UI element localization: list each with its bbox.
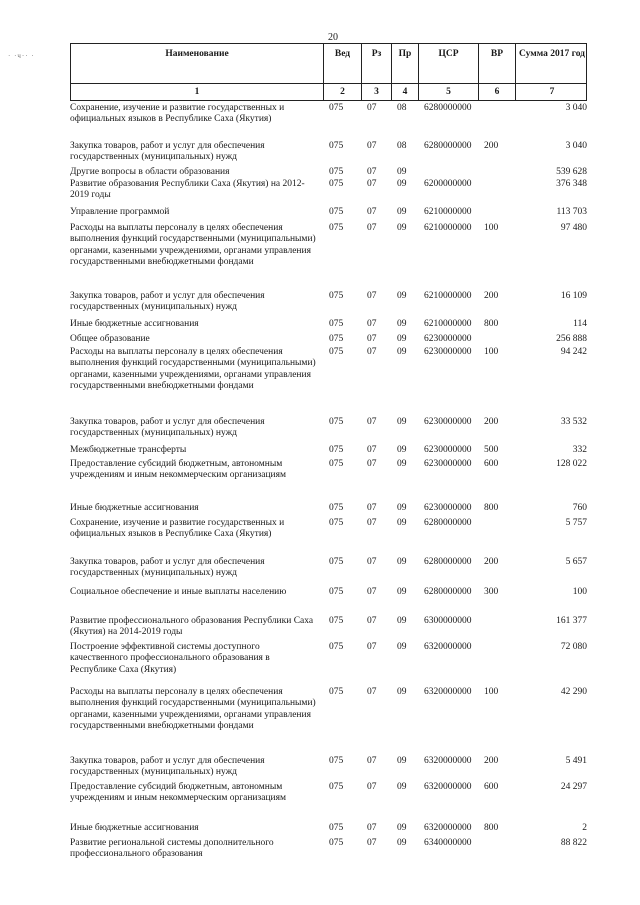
cell-name: Иные бюджетные ассигнования	[70, 319, 199, 329]
cell-csr: 6280000000	[424, 587, 472, 597]
cell-sum: 100	[572, 587, 587, 597]
cell-sum: 94 242	[560, 347, 587, 357]
cell-name: Закупка товаров, работ и услуг для обеспечения государственных (муниципальных) нужд	[70, 141, 265, 163]
cell-ved: 075	[329, 103, 344, 113]
cell-name: Общее образование	[70, 334, 150, 344]
cell-csr: 6230000000	[424, 417, 472, 427]
cell-ved: 075	[329, 347, 344, 357]
cell-ved: 075	[329, 823, 344, 833]
cell-csr: 6210000000	[424, 319, 472, 329]
cell-ved: 075	[329, 616, 344, 626]
index-7: 7	[549, 87, 555, 97]
cell-name: Иные бюджетные ассигнования	[70, 823, 199, 833]
cell-csr: 6340000000	[424, 838, 472, 848]
cell-sum: 332	[572, 445, 587, 455]
cell-rz: 07	[367, 838, 377, 848]
cell-rz: 07	[367, 503, 377, 513]
cell-vr: 300	[484, 587, 499, 597]
cell-csr: 6280000000	[424, 103, 472, 113]
cell-vr	[478, 838, 515, 861]
table-row	[70, 642, 587, 676]
cell-pr: 09	[397, 207, 407, 217]
cell-rz: 07	[367, 756, 377, 766]
cell-vr	[478, 179, 515, 202]
cell-vr: 200	[484, 141, 499, 151]
cell-pr: 09	[397, 459, 407, 469]
cell-vr	[478, 167, 515, 178]
cell-rz: 07	[367, 141, 377, 151]
cell-pr: 09	[397, 838, 407, 848]
cell-name: Развитие профессионального образования Республики Саха (Якутия) на 2014-2019 годы	[70, 616, 314, 638]
cell-pr: 09	[397, 557, 407, 567]
margin-scan-mark: · ·ч·· ·	[8, 52, 35, 60]
cell-name: Закупка товаров, работ и услуг для обеспечения государственных (муниципальных) нужд	[70, 417, 265, 439]
cell-pr: 09	[397, 518, 407, 528]
table-row	[70, 782, 587, 805]
table-row	[70, 687, 587, 733]
cell-pr: 09	[397, 587, 407, 597]
cell-name: Развитие региональной системы дополнительного профессионального образования	[70, 838, 274, 860]
table-row	[70, 334, 587, 345]
cell-sum: 72 080	[560, 642, 587, 652]
header-name: Наименование	[71, 44, 324, 83]
cell-vr: 200	[484, 417, 499, 427]
cell-sum: 161 377	[556, 616, 587, 626]
cell-ved: 075	[329, 141, 344, 151]
cell-name: Сохранение, изучение и развитие государственных и официальных языков в Республике Саха (Якутия)	[70, 103, 285, 125]
table-row	[70, 459, 587, 482]
budget-table	[70, 43, 587, 860]
cell-name: Развитие образования Республики Саха (Якутия) на 2012-2019 годы	[70, 179, 305, 201]
cell-vr: 200	[484, 291, 499, 301]
cell-sum: 33 532	[560, 417, 587, 427]
cell-csr: 6320000000	[424, 756, 472, 766]
cell-sum: 539 628	[556, 167, 587, 177]
cell-sum: 5 657	[565, 557, 587, 567]
cell-vr	[478, 518, 515, 541]
cell-vr: 800	[484, 823, 499, 833]
cell-csr: 6230000000	[424, 445, 472, 455]
cell-csr: 6200000000	[424, 179, 472, 189]
cell-sum: 88 822	[560, 838, 587, 848]
cell-name: Закупка товаров, работ и услуг для обеспечения государственных (муниципальных) нужд	[70, 756, 265, 778]
cell-csr: 6230000000	[424, 503, 472, 513]
cell-rz: 07	[367, 207, 377, 217]
table-row	[70, 445, 587, 456]
cell-name: Межбюджетные трансферты	[70, 445, 187, 455]
cell-pr: 09	[397, 616, 407, 626]
cell-sum: 760	[572, 503, 587, 513]
cell-csr: 6230000000	[424, 347, 472, 357]
cell-sum: 2	[582, 823, 587, 833]
cell-rz: 07	[367, 642, 377, 652]
table-row	[70, 179, 587, 202]
cell-vr: 100	[484, 223, 499, 233]
cell-vr: 500	[484, 445, 499, 455]
cell-pr: 08	[397, 141, 407, 151]
cell-ved: 075	[329, 459, 344, 469]
cell-name: Предоставление субсидий бюджетным, автономным учреждениям и иным некоммерческим организациям	[70, 782, 287, 804]
header-csr: ЦСР	[419, 44, 479, 83]
cell-name: Закупка товаров, работ и услуг для обеспечения государственных (муниципальных) нужд	[70, 557, 265, 579]
cell-vr: 100	[484, 687, 499, 697]
index-5: 5	[419, 84, 479, 100]
cell-rz: 07	[367, 823, 377, 833]
cell-sum: 3 040	[565, 141, 587, 151]
cell-sum: 16 109	[560, 291, 587, 301]
cell-pr: 09	[397, 334, 407, 344]
cell-name: Построение эффективной системы доступного качественного профессионального образования в Республике Саха (Якутия)	[70, 642, 270, 675]
cell-rz: 07	[367, 687, 377, 697]
table-row	[70, 503, 587, 514]
cell-name: Сохранение, изучение и развитие государственных и официальных языков в Республике Саха (Якутия)	[70, 518, 285, 540]
table-row	[70, 291, 587, 314]
index-1: 1	[71, 84, 324, 100]
cell-rz: 07	[367, 103, 377, 113]
cell-name: Расходы на выплаты персоналу в целях обеспечения выполнения функций государственными (муниципальными) органами, казенными учреждениями, органами управления государственными внебюджетными фондами	[70, 687, 316, 732]
cell-rz: 07	[367, 616, 377, 626]
cell-rz: 07	[367, 417, 377, 427]
cell-vr: 800	[484, 319, 499, 329]
index-2: 2	[324, 84, 362, 100]
table-row	[70, 838, 587, 861]
cell-vr: 600	[484, 459, 499, 469]
index-4: 4	[392, 84, 419, 100]
cell-pr: 09	[397, 756, 407, 766]
cell-sum: 114	[573, 319, 587, 329]
cell-pr: 09	[397, 347, 407, 357]
cell-pr: 09	[397, 417, 407, 427]
cell-ved: 075	[329, 417, 344, 427]
table-row	[70, 557, 587, 580]
cell-vr	[478, 334, 515, 345]
cell-name: Иные бюджетные ассигнования	[70, 503, 199, 513]
cell-sum: 42 290	[560, 687, 587, 697]
cell-ved: 075	[329, 179, 344, 189]
table-row	[70, 167, 587, 178]
cell-sum: 376 348	[556, 179, 587, 189]
cell-rz: 07	[367, 319, 377, 329]
cell-name: Расходы на выплаты персоналу в целях обеспечения выполнения функций государственными (муниципальными) органами, казенными учреждениями, органами управления государственными внебюджетными фондами	[70, 223, 316, 268]
cell-sum: 3 040	[565, 103, 587, 113]
cell-rz: 07	[367, 518, 377, 528]
cell-rz: 07	[367, 557, 377, 567]
table-row	[70, 103, 587, 126]
cell-ved: 075	[329, 207, 344, 217]
cell-vr	[478, 103, 515, 126]
cell-pr: 08	[397, 103, 407, 113]
table-row	[70, 587, 587, 598]
cell-csr: 6210000000	[424, 207, 472, 217]
cell-csr: 6320000000	[424, 687, 472, 697]
cell-csr: 6230000000	[424, 459, 472, 469]
cell-pr: 09	[397, 319, 407, 329]
table-row	[70, 319, 587, 330]
cell-ved: 075	[329, 587, 344, 597]
cell-ved: 075	[329, 223, 344, 233]
cell-pr: 09	[397, 223, 407, 233]
cell-sum: 113 703	[556, 207, 587, 217]
cell-rz: 07	[367, 347, 377, 357]
cell-pr: 09	[397, 823, 407, 833]
cell-pr: 09	[397, 503, 407, 513]
cell-csr: 6210000000	[424, 291, 472, 301]
cell-ved: 075	[329, 503, 344, 513]
cell-pr: 09	[397, 179, 407, 189]
cell-sum: 97 480	[560, 223, 587, 233]
cell-vr	[478, 642, 515, 676]
cell-pr: 09	[397, 291, 407, 301]
cell-ved: 075	[329, 445, 344, 455]
cell-csr: 6280000000	[424, 557, 472, 567]
cell-csr: 6300000000	[424, 616, 472, 626]
header-rz: Рз	[362, 44, 392, 83]
index-3: 3	[362, 84, 392, 100]
header-sum: Сумма 2017 год	[519, 49, 585, 59]
header-ved: Вед	[324, 44, 362, 83]
cell-ved: 075	[329, 782, 344, 792]
cell-csr	[418, 167, 478, 178]
cell-ved: 075	[329, 756, 344, 766]
cell-rz: 07	[367, 459, 377, 469]
table-row	[70, 223, 587, 269]
table-row	[70, 518, 587, 541]
cell-name: Социальное обеспечение и иные выплаты населению	[70, 587, 287, 597]
table-row	[70, 756, 587, 779]
cell-rz: 07	[367, 167, 377, 177]
cell-name: Управление программой	[70, 207, 170, 217]
cell-vr: 800	[484, 503, 499, 513]
cell-ved: 075	[329, 642, 344, 652]
cell-pr: 09	[397, 445, 407, 455]
cell-csr: 6230000000	[424, 334, 472, 344]
cell-rz: 07	[367, 445, 377, 455]
cell-csr: 6210000000	[424, 223, 472, 233]
cell-pr: 09	[397, 167, 407, 177]
header-pr: Пр	[392, 44, 419, 83]
page-number: 20	[328, 32, 338, 43]
table-row	[70, 616, 587, 639]
cell-pr: 09	[397, 687, 407, 697]
cell-rz: 07	[367, 223, 377, 233]
cell-ved: 075	[329, 319, 344, 329]
cell-sum: 5 757	[565, 518, 587, 528]
index-6: 6	[479, 84, 516, 100]
cell-ved: 075	[329, 167, 344, 177]
cell-rz: 07	[367, 334, 377, 344]
table-row	[70, 347, 587, 393]
cell-name: Закупка товаров, работ и услуг для обеспечения государственных (муниципальных) нужд	[70, 291, 265, 313]
table-row	[70, 207, 587, 218]
cell-sum: 128 022	[556, 459, 587, 469]
table-row	[70, 141, 587, 164]
cell-csr: 6280000000	[424, 141, 472, 151]
cell-sum: 256 888	[556, 334, 587, 344]
header-vr: ВР	[479, 44, 516, 83]
cell-ved: 075	[329, 687, 344, 697]
cell-csr: 6320000000	[424, 782, 472, 792]
cell-sum: 24 297	[560, 782, 587, 792]
table-row	[70, 417, 587, 440]
column-index-row	[70, 84, 587, 101]
cell-csr: 6320000000	[424, 642, 472, 652]
table-header-row	[70, 43, 587, 84]
table-row	[70, 823, 587, 834]
cell-ved: 075	[329, 291, 344, 301]
cell-csr: 6320000000	[424, 823, 472, 833]
cell-pr: 09	[397, 782, 407, 792]
cell-csr: 6280000000	[424, 518, 472, 528]
cell-rz: 07	[367, 782, 377, 792]
cell-vr: 600	[484, 782, 499, 792]
cell-vr	[478, 207, 515, 218]
cell-vr: 200	[484, 557, 499, 567]
cell-ved: 075	[329, 557, 344, 567]
cell-ved: 075	[329, 518, 344, 528]
cell-vr	[478, 616, 515, 639]
cell-ved: 075	[329, 334, 344, 344]
cell-vr: 100	[484, 347, 499, 357]
cell-name: Предоставление субсидий бюджетным, автономным учреждениям и иным некоммерческим организациям	[70, 459, 287, 481]
cell-ved: 075	[329, 838, 344, 848]
cell-rz: 07	[367, 587, 377, 597]
cell-rz: 07	[367, 291, 377, 301]
cell-name: Другие вопросы в области образования	[70, 167, 230, 177]
cell-pr: 09	[397, 642, 407, 652]
cell-name: Расходы на выплаты персоналу в целях обеспечения выполнения функций государственными (муниципальными) органами, казенными учреждениями, органами управления государственными внебюджетными фондами	[70, 347, 316, 392]
cell-vr: 200	[484, 756, 499, 766]
cell-sum: 5 491	[565, 756, 587, 766]
cell-rz: 07	[367, 179, 377, 189]
